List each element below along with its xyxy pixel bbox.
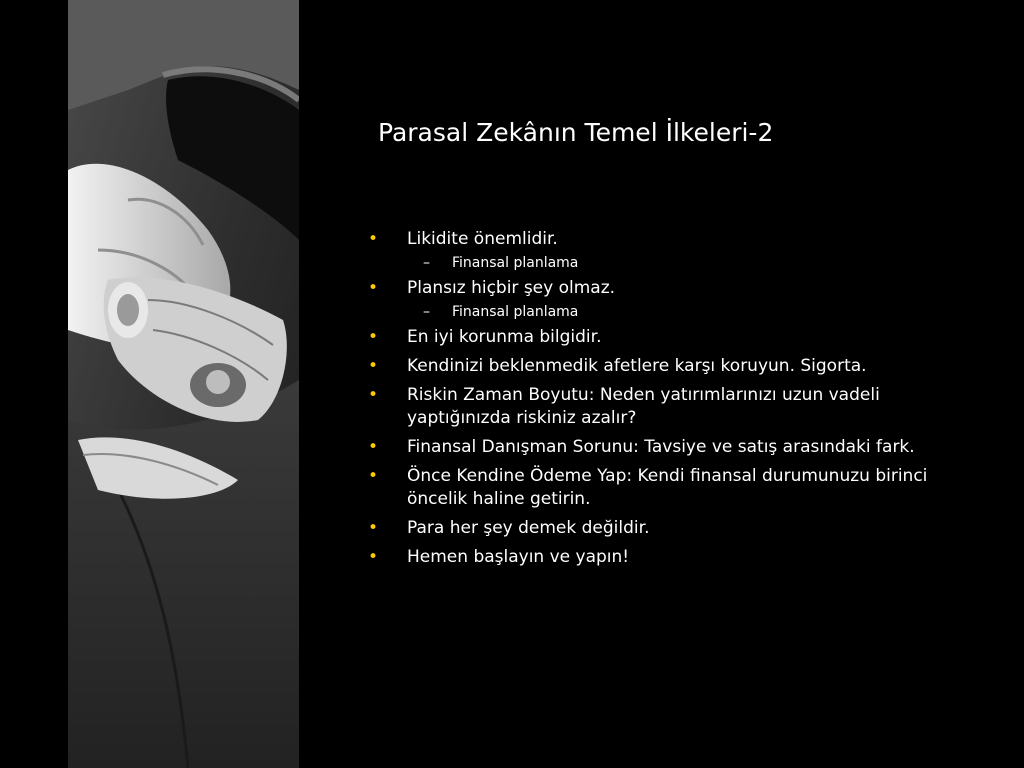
- bullet-text: Riskin Zaman Boyutu: Neden yatırımlarınızı uzun vadeli yaptığınızda riskiniz azalır?: [407, 385, 880, 428]
- sub-bullet-text: Finansal planlama: [452, 255, 579, 271]
- bullet-item: [368, 546, 988, 569]
- bullet-text: Hemen başlayın ve yapın!: [407, 547, 630, 567]
- bullet-text: Para her şey demek değildir.: [407, 518, 650, 538]
- bullet-dot-icon: •: [368, 327, 379, 347]
- bullet-text: Finansal Danışman Sorunu: Tavsiye ve satış arasındaki fark.: [407, 437, 915, 457]
- photo-illustration: [68, 0, 299, 768]
- bullet-dot-icon: •: [368, 229, 379, 249]
- bullet-item: [368, 517, 988, 540]
- bullet-dot-icon: •: [368, 385, 379, 405]
- slide-title: Parasal Zekânın Temel İlkeleri-2: [378, 118, 774, 147]
- bullet-text: Kendinizi beklenmedik afetlere karşı koruyun. Sigorta.: [407, 356, 867, 376]
- money-pocket-photo: [68, 0, 299, 768]
- sub-bullet-item: [407, 302, 988, 322]
- dash-icon: –: [423, 304, 430, 320]
- bullet-item: [368, 465, 988, 511]
- bullet-item: [368, 228, 988, 273]
- bullet-item: [368, 355, 988, 378]
- bullet-item: [368, 326, 988, 349]
- bullet-dot-icon: •: [368, 466, 379, 486]
- bullet-text: Önce Kendine Ödeme Yap: Kendi finansal durumunuzu birinci öncelik haline getirin.: [407, 466, 928, 509]
- bullet-text: Likidite önemlidir.: [407, 229, 558, 249]
- bullet-item: [368, 277, 988, 322]
- sub-bullet-text: Finansal planlama: [452, 304, 579, 320]
- bullet-list: [368, 228, 988, 575]
- dash-icon: –: [423, 255, 430, 271]
- bullet-dot-icon: •: [368, 278, 379, 298]
- bullet-dot-icon: •: [368, 356, 379, 376]
- bullet-text: En iyi korunma bilgidir.: [407, 327, 602, 347]
- bullet-item: [368, 384, 988, 430]
- bullet-dot-icon: •: [368, 547, 379, 567]
- bullet-item: [368, 436, 988, 459]
- sub-bullet-list: [407, 253, 988, 273]
- sub-bullet-list: [407, 302, 988, 322]
- bullet-dot-icon: •: [368, 437, 379, 457]
- bullet-dot-icon: •: [368, 518, 379, 538]
- sub-bullet-item: [407, 253, 988, 273]
- bullet-text: Plansız hiçbir şey olmaz.: [407, 278, 616, 298]
